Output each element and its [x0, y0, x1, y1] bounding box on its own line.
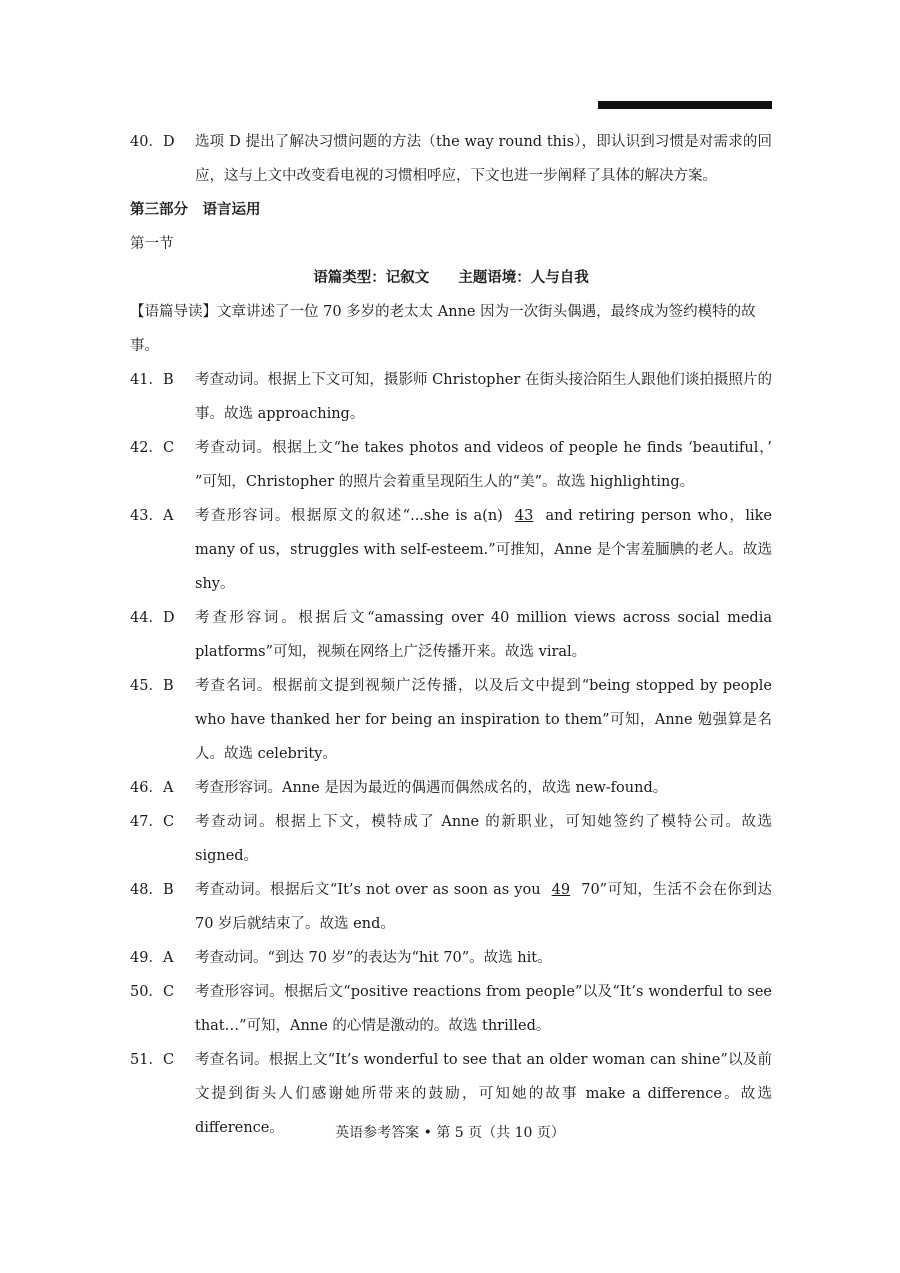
answer-number: 44．D [130, 610, 175, 626]
passage-type: 语篇类型：记叙文 主题语境：人与自我 [313, 270, 589, 286]
answer-number: 46．A [130, 780, 174, 796]
answer-number: 43．A [130, 508, 174, 524]
answer-item [130, 431, 772, 499]
answer-number: 40．D [130, 134, 175, 150]
answer-explanation: 选项 D 提出了解决习惯问题的方法（the way round this），即认识到习惯是对需求的回应，这与上文中改变看电视的习惯相呼应，下文也进一步阐释了具体的解决方案。 [195, 134, 772, 184]
answer-explanation: 考查名词。根据上文“It’s wonderful to see that an older woman can shine”以及前文提到街头人们感谢她所带来的鼓励，可知她的故事 make a difference。故选 difference。 [195, 1052, 772, 1136]
answer-explanation: 考查动词。“到达 70 岁”的表达为“hit 70”。故选 hit。 [195, 950, 552, 966]
answer-explanation [195, 873, 772, 941]
header-bar [598, 101, 772, 109]
explanation-part: 考查形容词。根据原文的叙述“...she is a(n) [195, 508, 503, 524]
answer-page [130, 125, 772, 1145]
answer-number: 48．B [130, 882, 174, 898]
answer-item [130, 873, 772, 941]
section-title: 第一节 [130, 236, 174, 252]
answer-number: 50．C [130, 984, 175, 1000]
answer-number: 45．B [130, 678, 174, 694]
passage-intro: 【语篇导读】文章讲述了一位 70 多岁的老太太 Anne 因为一次街头偶遇，最终成为签约模特的故事。 [130, 304, 756, 354]
answer-explanation: 考查形容词。根据后文“amassing over 40 million views across social media platforms”可知，视频在网络上广泛传播开来。故选 viral。 [195, 610, 772, 660]
answer-number: 51．C [130, 1052, 175, 1068]
answer-item [130, 805, 772, 873]
explanation-part: 70”可知，生活不会在你到达 70 岁后就结束了。故选 end。 [195, 882, 772, 932]
explanation-part: and retiring person who，like many of us，struggles with self-esteem.”可推知，Anne 是个害羞腼腆的老人。故选 shy。 [195, 508, 773, 592]
answer-explanation: 考查动词。根据上下文，模特成了 Anne 的新职业，可知她签约了模特公司。故选 signed。 [195, 814, 772, 864]
answer-item [130, 125, 772, 193]
answer-explanation: 考查动词。根据上下文可知，摄影师 Christopher 在街头接洽陌生人跟他们谈拍摄照片的事。故选 approaching。 [195, 372, 772, 422]
answer-number: 42．C [130, 440, 175, 456]
answer-explanation: 考查形容词。根据后文“positive reactions from people”以及“It’s wonderful to see that…”可知，Anne 的心情是激动的。故选 thrilled。 [195, 984, 772, 1034]
answer-item [130, 669, 772, 771]
answer-explanation: 考查动词。根据上文“he takes photos and videos of people he finds ‘beautiful，’ ”可知，Christopher 的照片会着重呈现陌生人的“美”。故选 highlighting。 [195, 440, 772, 490]
answer-number: 49．A [130, 950, 174, 966]
answer-item [130, 499, 772, 601]
answer-item [130, 771, 772, 805]
answer-item [130, 363, 772, 431]
answer-explanation: 考查形容词。Anne 是因为最近的偶遇而偶然成名的，故选 new-found。 [195, 780, 668, 796]
answer-explanation [195, 499, 772, 601]
blank-number: 43 [514, 508, 534, 524]
answer-item [130, 941, 772, 975]
answer-item [130, 975, 772, 1043]
answer-number: 41．B [130, 372, 174, 388]
answer-number: 47．C [130, 814, 175, 830]
explanation-part: 考查动词。根据后文“It’s not over as soon as you [195, 882, 541, 898]
blank-number: 49 [551, 882, 571, 898]
page-footer: 英语参考答案 • 第 5 页（共 10 页） [335, 1125, 565, 1141]
answer-explanation: 考查名词。根据前文提到视频广泛传播，以及后文中提到“being stopped by people who have thanked her for being an inspiration to them”可知，Anne 勉强算是名人。故选 celebrity。 [195, 678, 772, 762]
answer-item [130, 601, 772, 669]
part-title: 第三部分 语言运用 [130, 202, 261, 218]
